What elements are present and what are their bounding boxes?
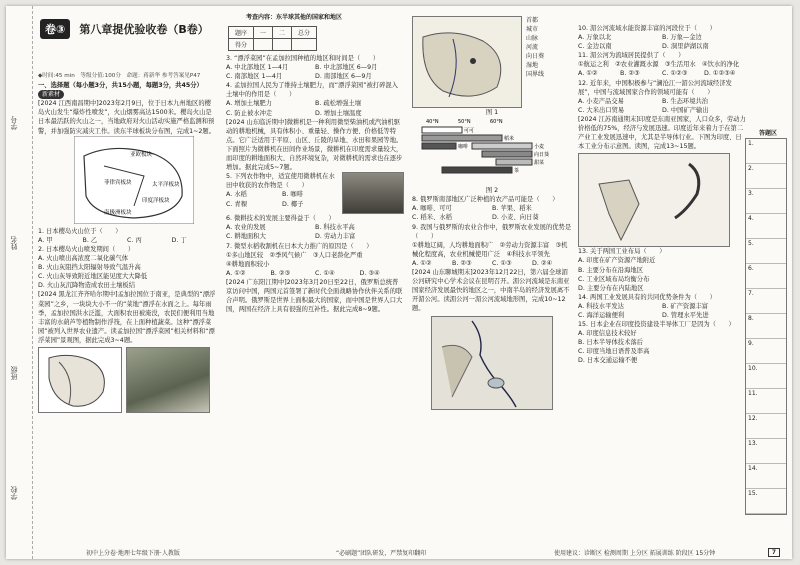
score-cell[interactable] <box>292 39 317 51</box>
option[interactable]: A. 甲 <box>38 236 53 244</box>
new-material-tag: 新素材 <box>38 90 64 99</box>
answer-row[interactable]: 6. <box>746 264 786 289</box>
question-3: 3. “漂浮菜园”在孟加拉国种植的地区和时间是（ ） <box>226 55 380 62</box>
option[interactable]: D. 丁 <box>171 236 187 244</box>
answer-row[interactable]: 3. <box>746 189 786 214</box>
option[interactable]: C. 金边以南 <box>578 43 612 51</box>
option[interactable]: C. 耕地面积大 <box>226 233 266 241</box>
option[interactable]: C. 青稞 <box>226 200 247 208</box>
option[interactable]: B. 苹果、稻米 <box>492 205 532 213</box>
question-6: 6. 微耕技术的发展主要得益于（ ） <box>226 215 335 223</box>
russia-map-svg <box>413 17 521 107</box>
floating-garden-photo <box>126 347 210 413</box>
score-cell: 得分 <box>229 39 254 51</box>
question-11-options[interactable] <box>578 69 746 78</box>
question-9: 9. 我国与俄罗斯的农业合作中，俄罗斯农业发展的优势是（ ） <box>412 223 572 240</box>
lake-shape <box>488 378 504 388</box>
option[interactable]: B. 万象—金边 <box>662 34 702 42</box>
russia-map <box>412 16 522 108</box>
school-label: 学校 <box>10 486 18 500</box>
exam-page <box>6 6 792 559</box>
question-6-options[interactable] <box>226 232 404 241</box>
option[interactable]: C. ①③ <box>492 259 512 267</box>
option[interactable]: D. 日本交通运输不便 <box>578 357 638 365</box>
option[interactable]: A. 印度信息技术较好 <box>578 330 637 338</box>
answer-area <box>745 138 787 515</box>
option[interactable]: D. ②④ <box>532 259 553 267</box>
exam-header <box>40 18 209 39</box>
statement-list: ①多山地区较 ②季风气候广 ③人口老龄化严重 <box>226 251 363 259</box>
axis-label: 40°N <box>426 119 439 126</box>
question-10-options[interactable] <box>578 42 746 51</box>
answer-row[interactable]: 11. <box>746 389 786 414</box>
material-text: [2024 江苏南通期末]印度是东南亚国家，人口众多，劳动力价格低的75%，经济与发展迅速。印度近年来着力于在第二产业工业发展迅速中，尤其是半导体行业。下图为印度、日本工业分布示意图。读图，完成13~15题。 <box>578 115 746 151</box>
bar-label: 向日葵 <box>534 152 550 159</box>
crop-bar <box>496 159 532 165</box>
legend-item: 城市 <box>526 26 539 33</box>
micro-tiller-photo <box>342 172 404 214</box>
option[interactable]: C. 稻米、水稻 <box>412 214 452 222</box>
exam-meta: ◆时间:45 min 等级分值:100分 命题：蒋新华 参考答案见P47 <box>38 73 201 79</box>
question-1-options[interactable] <box>38 236 216 245</box>
material-text: [2024 山东临沂期中]微耕机是一种利用微型柴油机或汽油机驱动的耕地机械，具有体积小、重量轻、操作方便、价格低等特点。它广泛适用于平原、山区、丘陵的旱地、水田和果园等地。下面照片为微耕机在田间作业场景，微耕机在印度需求量较大，而印度的耕地面积大、自然环境复杂，对微耕机的需求也在逐步增加。据此完成5~7题。 <box>226 118 403 172</box>
crop-bar <box>422 127 462 133</box>
plate-label: 南极洲板块 <box>104 209 132 216</box>
option[interactable]: D. 主要分布在内陆地区 <box>578 284 644 292</box>
option[interactable]: B. 咖啡 <box>282 191 303 199</box>
question-4-options[interactable] <box>226 109 404 118</box>
option[interactable]: A. 增加土壤肥力 <box>226 100 272 108</box>
score-cell: 总分 <box>292 27 317 39</box>
option[interactable]: C. 南部地区 1—4月 <box>226 73 283 81</box>
answer-row[interactable]: 4. <box>746 214 786 239</box>
capital-symbol <box>470 58 476 64</box>
score-cell: 题序 <box>229 27 254 39</box>
option[interactable]: D. 劳动力丰富 <box>315 233 356 241</box>
question-12-options[interactable] <box>578 106 746 115</box>
question-1: 1. 日本樱岛火山位于（ ） <box>38 227 122 235</box>
option[interactable]: A. 水稻 <box>226 191 247 199</box>
question-4: 4. 孟加拉国人民为了维持土壤肥力，而“漂浮菜园”被打碎混入土壤中的作用是（ ） <box>226 82 398 99</box>
question-2: 2. 日本樱岛火山喷发期间（ ） <box>38 245 135 253</box>
question-7-options[interactable] <box>226 269 404 278</box>
statement-list: ④耕地面积较小 <box>226 260 270 268</box>
legend-item: 湿地 <box>526 62 539 69</box>
question-8-options[interactable] <box>412 213 572 222</box>
option[interactable]: D. 椰子 <box>282 200 304 208</box>
crop-latitude-chart <box>412 117 562 183</box>
score-cell: 一 <box>254 27 273 39</box>
footer-left: 初中上分卷·地理七年级下册·人教版 <box>86 550 180 557</box>
crop-bar <box>472 143 532 149</box>
legend-item: 向日葵 <box>526 53 545 60</box>
question-11: 11. 湄公河为流域居民提供了（ ） <box>578 52 685 60</box>
option[interactable]: B. 科技水平高 <box>315 224 355 232</box>
score-cell[interactable] <box>254 39 273 51</box>
column-3 <box>412 16 572 410</box>
question-6-options[interactable] <box>226 223 404 232</box>
bar-label: 小麦 <box>534 144 545 151</box>
material-text: [2024 黑龙江齐齐哈尔期中]孟加拉国位于南亚，是典型的“漂浮菜园”之乡，一块块大小不一的“菜地”漂浮在水面之上。每年雨季，孟加拉国洪水泛滥，大面积农田被淹没，农民们便利用当地丰富的水葫芦等植物制作浮筏，在上面种植蔬菜。这种“漂浮菜园”被列入世界农业遗产。读孟加拉国“漂浮菜园”相关材料和“漂浮菜园”景观图，据此完成3~4题。 <box>38 291 216 344</box>
option[interactable]: B. 火山灰阻挡太阳辐射导致气温升高 <box>38 264 141 272</box>
answer-row[interactable]: 1. <box>746 139 786 164</box>
legend-item: 河流 <box>526 44 539 51</box>
bar-label: 甜菜 <box>534 160 545 167</box>
mekong-map <box>431 316 553 410</box>
column-4 <box>578 24 746 366</box>
option[interactable]: B. ②③ <box>620 70 640 78</box>
exam-badge: 卷③ <box>40 19 70 39</box>
option[interactable]: D. 管理水平先进 <box>662 311 709 319</box>
class-label: 班级 <box>10 366 18 380</box>
option[interactable]: D. 中国矿产输出 <box>662 106 709 114</box>
bar-label: 稻米 <box>504 136 515 143</box>
binding-strip <box>6 6 33 559</box>
plate-label: 印度洋板块 <box>142 197 170 204</box>
student-id-label: 学号 <box>10 116 18 130</box>
option[interactable]: A. 小麦产品交易 <box>578 97 624 105</box>
material-text: [2024 广东阳江期中]2023年3月20日至22日，俄罗斯总统普京访问中国，两国元首签署了新时代全面战略协作伙伴关系的联合声明。俄罗斯是世界上面积最大的国家，而中国是世界人口大国，两国在经济上具有很强的互补性。据此完成8~9题。 <box>226 278 403 314</box>
plate-label: 菲律宾板块 <box>104 179 132 186</box>
option[interactable]: C. 火山灰导致附近地区能见度大大降低 <box>38 273 148 281</box>
option[interactable]: D. 火山灰沉降物造成农田土壤板结 <box>38 282 136 290</box>
figure-caption: 图 2 <box>485 187 499 195</box>
bangladesh-map-svg <box>39 348 121 412</box>
option[interactable]: D. 增加土壤温度 <box>315 109 362 117</box>
option[interactable]: A. 火山喷出高浓度二氧化碳气体 <box>38 255 129 263</box>
question-12-options[interactable] <box>578 97 746 106</box>
question-7: 7. 微型水稻收割机在日本大力推广的原因是（ ） <box>226 242 373 250</box>
option[interactable]: A. 中北部地区 1—4月 <box>226 64 289 72</box>
crop-bar <box>422 143 456 149</box>
legend-item: 首都 <box>526 17 539 24</box>
answer-row[interactable]: 12. <box>746 414 786 439</box>
answer-area-title: 答题区 <box>758 130 777 137</box>
mekong-map-svg <box>432 317 552 409</box>
legend-item: 山脉 <box>526 35 539 42</box>
column-1 <box>38 72 216 413</box>
option[interactable]: B. 乙 <box>82 236 98 244</box>
figure-caption: 图 1 <box>485 109 499 116</box>
answer-row[interactable]: 10. <box>746 364 786 389</box>
question-5: 5. 下列农作物中，适宜使用微耕机在水田中收获的农作物是（ ） <box>226 173 335 190</box>
option[interactable]: D. 南部地区 6—9月 <box>315 73 372 81</box>
footer-mid: “必刷题”团队研发，严禁复印翻印 <box>336 550 427 557</box>
option[interactable]: D. 小麦、向日葵 <box>492 214 539 222</box>
option[interactable]: C. 工业区域布局均衡分布 <box>578 275 650 283</box>
answer-row[interactable]: 13. <box>746 439 786 464</box>
legend-item: 国界线 <box>526 71 545 78</box>
option[interactable]: B. 主要分布在沿海地区 <box>578 266 643 274</box>
answer-row[interactable]: 14. <box>746 464 786 489</box>
option[interactable]: B. 生态环境共治 <box>662 97 709 105</box>
option[interactable]: C. ①②③ <box>662 70 688 78</box>
option[interactable]: B. 中北部地区 6—9月 <box>315 64 378 72</box>
country-outline <box>49 355 104 406</box>
plate-label: 亚欧板块 <box>130 151 153 158</box>
axis-label: 50°N <box>458 119 471 126</box>
statement-list: ①耕地辽阔，人均耕地面积广 ②劳动力资源丰富 ③机械化程度高，农业机械使用广泛 ④科技水平领先 <box>412 241 568 258</box>
option[interactable]: A. 印度在矿产资源产地附近 <box>578 257 656 265</box>
bar-label: 茶 <box>514 168 520 175</box>
option[interactable]: A. 咖啡、可可 <box>412 205 452 213</box>
crop-bar <box>482 151 532 157</box>
answer-row[interactable]: 9. <box>746 339 786 364</box>
question-5-options[interactable] <box>226 200 338 209</box>
option[interactable]: D. ③④ <box>359 269 380 277</box>
bar-label: 咖啡 <box>458 144 469 151</box>
answer-row[interactable]: 5. <box>746 239 786 264</box>
option[interactable]: B. 疏松增强土壤 <box>315 100 362 108</box>
option[interactable]: C. 大米出口贸易 <box>578 106 625 114</box>
question-3-options[interactable] <box>226 63 404 72</box>
option[interactable]: D. 洞里萨湖以南 <box>662 43 709 51</box>
option[interactable]: A. ①② <box>578 70 598 78</box>
option[interactable]: C. 防止被水冲走 <box>226 109 273 117</box>
score-cell: 二 <box>273 27 292 39</box>
question-3-options[interactable] <box>226 72 404 81</box>
answer-row[interactable]: 2. <box>746 164 786 189</box>
option[interactable]: C. ①④ <box>315 269 335 277</box>
question-13: 13. 关于两国工业布局（ ） <box>578 248 666 256</box>
crop-bar <box>422 135 502 141</box>
material-text: [2024 江西南昌期中]2023年2月9日，位于日本九州地区的樱岛火山发生“爆炸性喷发”，火山烟雾高达1500米。樱岛火山是日本最活跃的火山之一，当地政府对火山活动实施严格监测和预警，并加强防灾减灾工作。读东半球板块分布图，完成1~2题。 <box>38 100 216 135</box>
score-cell[interactable] <box>273 39 292 51</box>
page-number: 7 <box>768 548 780 557</box>
question-10-options[interactable] <box>578 33 746 42</box>
question-5-options[interactable] <box>226 190 338 199</box>
option[interactable]: B. 日本半导体技术落后 <box>578 339 643 347</box>
option[interactable]: B. ②③ <box>270 269 291 277</box>
question-8-options[interactable] <box>412 204 572 213</box>
exam-scope: 考查内容：东半球其他的国家和地区 <box>246 14 343 21</box>
bangladesh-map <box>38 347 122 413</box>
score-table <box>228 26 317 51</box>
plate-map <box>74 136 194 224</box>
question-8: 8. 俄罗斯南部地区广泛种植的农产品可能是（ ） <box>412 196 559 204</box>
question-10: 10. 湄公河流域水能资源丰富的河段位于（ ） <box>578 25 716 32</box>
india-japan-map-svg <box>579 154 729 246</box>
option[interactable]: C. 海洋运输便利 <box>578 311 625 319</box>
option[interactable]: A. 农业的发展 <box>226 224 266 232</box>
answer-row[interactable]: 8. <box>746 314 786 339</box>
option[interactable]: D. ①②③④ <box>704 70 736 78</box>
map-legend <box>526 16 544 108</box>
bangladesh-figures <box>38 347 216 413</box>
axis-label: 60°N <box>490 119 503 126</box>
map-bg <box>579 154 729 246</box>
section-title: 一、选择题（每小题3分，共15小题，每题3分，共45分） <box>38 82 203 90</box>
question-9-options[interactable] <box>412 259 572 268</box>
answer-row[interactable]: 15. <box>746 489 786 514</box>
crop-bar <box>442 167 512 173</box>
option[interactable]: A. 万象以北 <box>578 34 612 42</box>
question-14-options[interactable] <box>578 302 746 311</box>
option[interactable]: A. ①② <box>226 269 246 277</box>
statement-list: ①航运之利 ②农业灌溉水源 ③生活用水 ④饮水的净化 <box>578 61 740 69</box>
bar-label: 可可 <box>464 128 475 135</box>
option[interactable]: A. ①② <box>412 259 432 267</box>
india-japan-map <box>578 153 730 247</box>
option[interactable]: A. 科技水平发达 <box>578 302 624 310</box>
option[interactable]: C. 印度当地日语普及率高 <box>578 348 650 356</box>
question-12: 12. 近年来，中国积极参与“澜沧江一湄公河流域经济发展”，中国与流域国家合作的领域可能有（ ） <box>578 79 732 96</box>
question-4-options[interactable] <box>226 99 404 108</box>
question-14-options[interactable] <box>578 311 746 320</box>
column-2 <box>226 54 404 314</box>
name-label: 姓名 <box>10 236 18 250</box>
material-text: [2024 山东聊城期末]2023年12月22日，第六届全球湄公河研究中心学术会议在昆明召开。湄公河流域是东南亚国家经济发展最快的地区之一，中南半岛的经济发展离不开湄公河。读湄公河一湄公河流域地形图，完成10~12题。 <box>412 269 570 313</box>
exam-title: 第八章提优验收卷（B卷） <box>79 23 209 36</box>
answer-row[interactable]: 7. <box>746 289 786 314</box>
question-14: 14. 两国工业发展具有的共同优势条件为（ ） <box>578 293 716 301</box>
option[interactable]: C. 丙 <box>127 236 142 244</box>
footer-right: 使用建议：诊断区 检测周期 上分区 拓展训练 阶段区 15分钟 <box>554 550 716 557</box>
option[interactable]: B. 矿产资源丰富 <box>662 302 709 310</box>
plate-label: 太平洋板块 <box>152 181 180 188</box>
question-15: 15. 日本企业在印度投资建设半导体工厂是因为（ ） <box>578 321 735 329</box>
option[interactable]: B. ②③ <box>452 259 472 267</box>
